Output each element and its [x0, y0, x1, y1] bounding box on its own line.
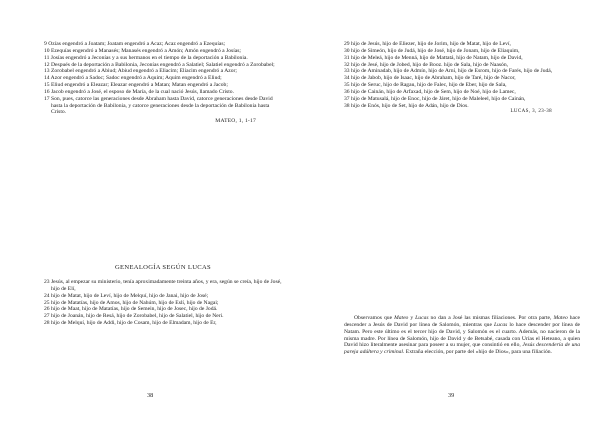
italic-run: Lucas — [415, 315, 429, 321]
verse: 25 hijo de Matatías, hijo de Amos, hijo de Nahúm, hijo de Eslí, hijo de Nagai; — [44, 299, 219, 306]
text-run: Observamos que — [354, 315, 395, 321]
luke-genealogy-part2 — [344, 41, 580, 116]
verse: 34 hijo de Jabob, hijo de Isaac, hijo de Abraham, hijo de Taré, hijo de Nacor, — [344, 75, 516, 82]
verse: 12 Después de la deportación a Babilonia, Jeconías engendró a Salatiel; Salatiel engendró a Zorobabel; — [44, 61, 275, 68]
verse: 24 hijo de Matat, hijo de Leví, hijo de Melquí, hijo de Janai, hijo de José; — [44, 292, 209, 299]
right-page — [300, 0, 600, 426]
verse: 10 Ezequías engendró a Manasés; Manasés engendró a Amón; Amón engendró a Josías; — [44, 47, 241, 54]
italic-run: Lucas — [493, 321, 508, 328]
verse: 30 hijo de Simeón, hijo de Judá, hijo de José, hijo de Jonam, hijo de Eliaquim, — [344, 47, 520, 54]
verse: 35 hijo de Seruc, hijo de Ragau, hijo de Falec, hijo de Eber, hijo de Sala, — [344, 82, 507, 89]
commentary-block — [344, 315, 580, 356]
text-run: y — [408, 315, 416, 321]
verse: 27 hijo de Joanán, hijo de Resá, hijo de Zorobabel, hijo de Salatiel, hijo de Neri. — [44, 313, 224, 320]
page-number-right: 39 — [448, 392, 455, 399]
verse: 29 hijo de Jesús, hijo de Eliezer, hijo de Jorim, hijo de Matat, hijo de Leví, — [344, 41, 511, 47]
page-number-left: 38 — [147, 392, 154, 399]
section-title: GENEALOGÍA SEGÚN LUCAS — [115, 264, 211, 271]
verse: 13 Zorobabel engendró a Abiud; Abiud engendró a Eliacim; Eliacim engendró a Azor; — [44, 68, 237, 75]
verse: 15 Eliud engendró a Eleazar; Eleazar engendró a Matan; Matan engendró a Jacob; — [44, 82, 228, 89]
verse: 16 Jacob engendró a José, el esposo de María, de la cual nació Jesús, llamado Cristo. — [44, 88, 234, 95]
verse: 11 Josías engendró a Jeconías y a sus hermanos en el tiempo de la deportación a Babilonia. — [44, 54, 248, 61]
text-run: no dan a José las mismas filiaciones. Por otra parte, — [428, 315, 554, 321]
verse: 31 hijo de Meleá, hijo de Menná, hijo de Mattatá, hijo de Natam, hijo de David, — [344, 54, 523, 61]
verse: 14 Azor engendró a Sadoc; Sadoc engendró a Aquim; Aquim engendró a Eliud; — [44, 75, 222, 82]
text-run: lo hace descender por línea de Natam. Pero este último es el tercer hijo de David, y Salomón es el cuarto. Además, no nacieron de la misma madre. Por línea de Salomón, hijo de David y de Betsabé, casada con Urías el Heteano, a quien David hizo literalmente asesinar para poseer a su mujer, que consintió en ello, — [344, 321, 580, 349]
verse: 9 Ozías engendró a Joatam; Joatam engendró a Acaz; Acaz engendró a Ezequías; — [44, 41, 226, 47]
verse: 33 hijo de Aminadab, hijo de Admín, hijo de Arní, hijo de Esrom, hijo de Farés, hijo de Judá, — [344, 68, 553, 75]
verse: 37 hijo de Matusalá, hijo de Enoc, hijo de Járet, hijo de Maleleel, hijo de Cainán, — [344, 95, 526, 102]
italic-run: Mateo — [394, 315, 409, 321]
verse: 36 hijo de Cainán, hijo de Arfaxad, hijo de Sem, hijo de Noé, hijo de Lamec, — [344, 88, 516, 95]
verse: 32 hijo de Jesé, hijo de Jobed, hijo de Booz. hijo de Sala, hijo de Naasón, — [344, 61, 509, 68]
citation-luke: LUCAS, 3, 23-38 — [510, 109, 552, 115]
text-run: hace descender a Jesús de David por línea de Salomón, mientras que — [344, 315, 581, 328]
text-run: Extraña elección, por parte del «hijo de Dios», para una filiación. — [404, 349, 552, 356]
verse: 38 hijo de Enós, hijo de Set, hijo de Adán, hijo de Dios. — [344, 102, 469, 109]
verse: 23 Jesús, al empezar su ministerio, tenía aproximadamente treinta años, y era, según se creía, hijo de José, hijo de Elí, — [44, 279, 282, 292]
italic-run: Jesús descendería de una pareja adúltera y criminal. — [344, 342, 581, 356]
matthew-genealogy — [44, 41, 282, 125]
verse: 17 Son, pues, catorce las generaciones desde Abraham hasta David, catorce generaciones desde David hasta la deportación de Babilonia, y catorce generaciones desde la deportación de Babilonia hasta Cristo. — [44, 95, 273, 116]
citation-matthew: MATEO, 1, 1-17 — [215, 118, 256, 125]
luke-genealogy-part1 — [44, 279, 282, 327]
commentary-paragraph — [344, 315, 580, 356]
verse: 26 hijo de Maat, hijo de Matatías, hijo de Semein, hijo de Josec, hijo de Jodá. — [44, 306, 218, 313]
verse: 28 hijo de Melquí, hijo de Addi, hijo de Cosam, hijo de Elmadam, hijo de Er, — [44, 320, 217, 327]
italic-run: Mateo — [553, 315, 568, 321]
